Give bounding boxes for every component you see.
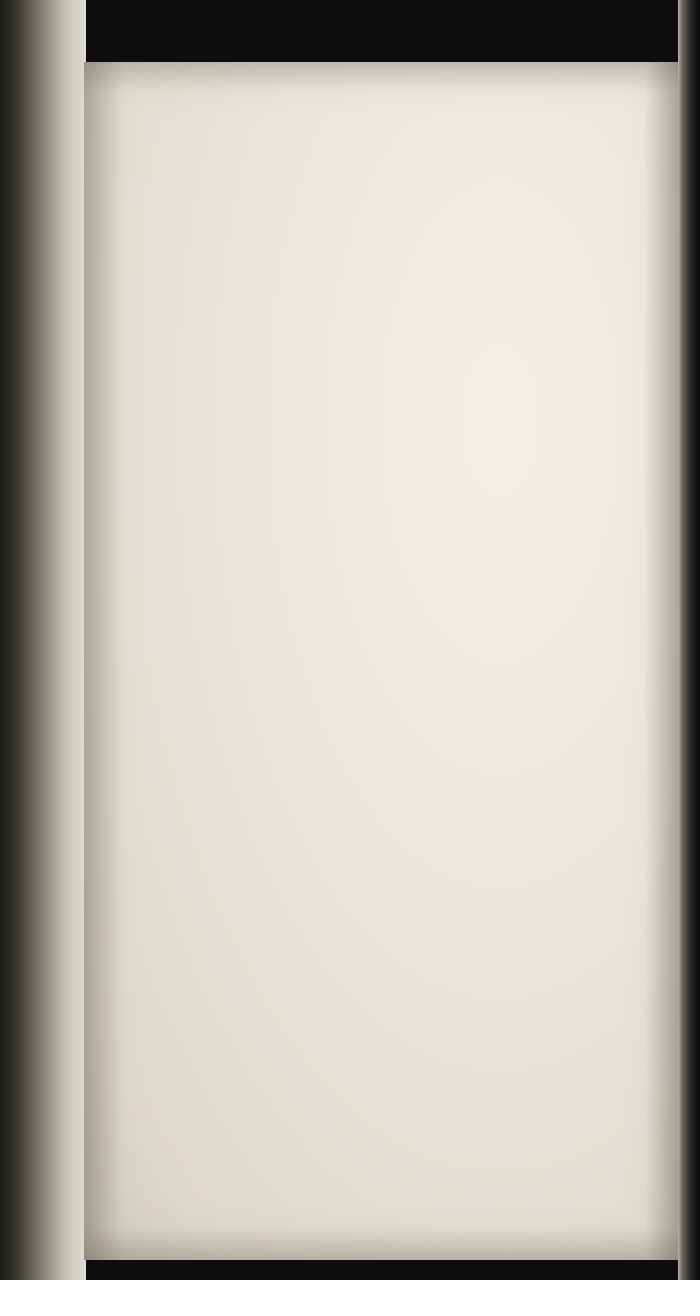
page-header (118, 96, 652, 136)
book-spine-shadow (0, 0, 86, 1280)
repository-caption (0, 1280, 700, 1316)
page-paper (84, 62, 678, 1260)
page-content (84, 62, 678, 1260)
page-right-edge-shadow (678, 0, 700, 1280)
